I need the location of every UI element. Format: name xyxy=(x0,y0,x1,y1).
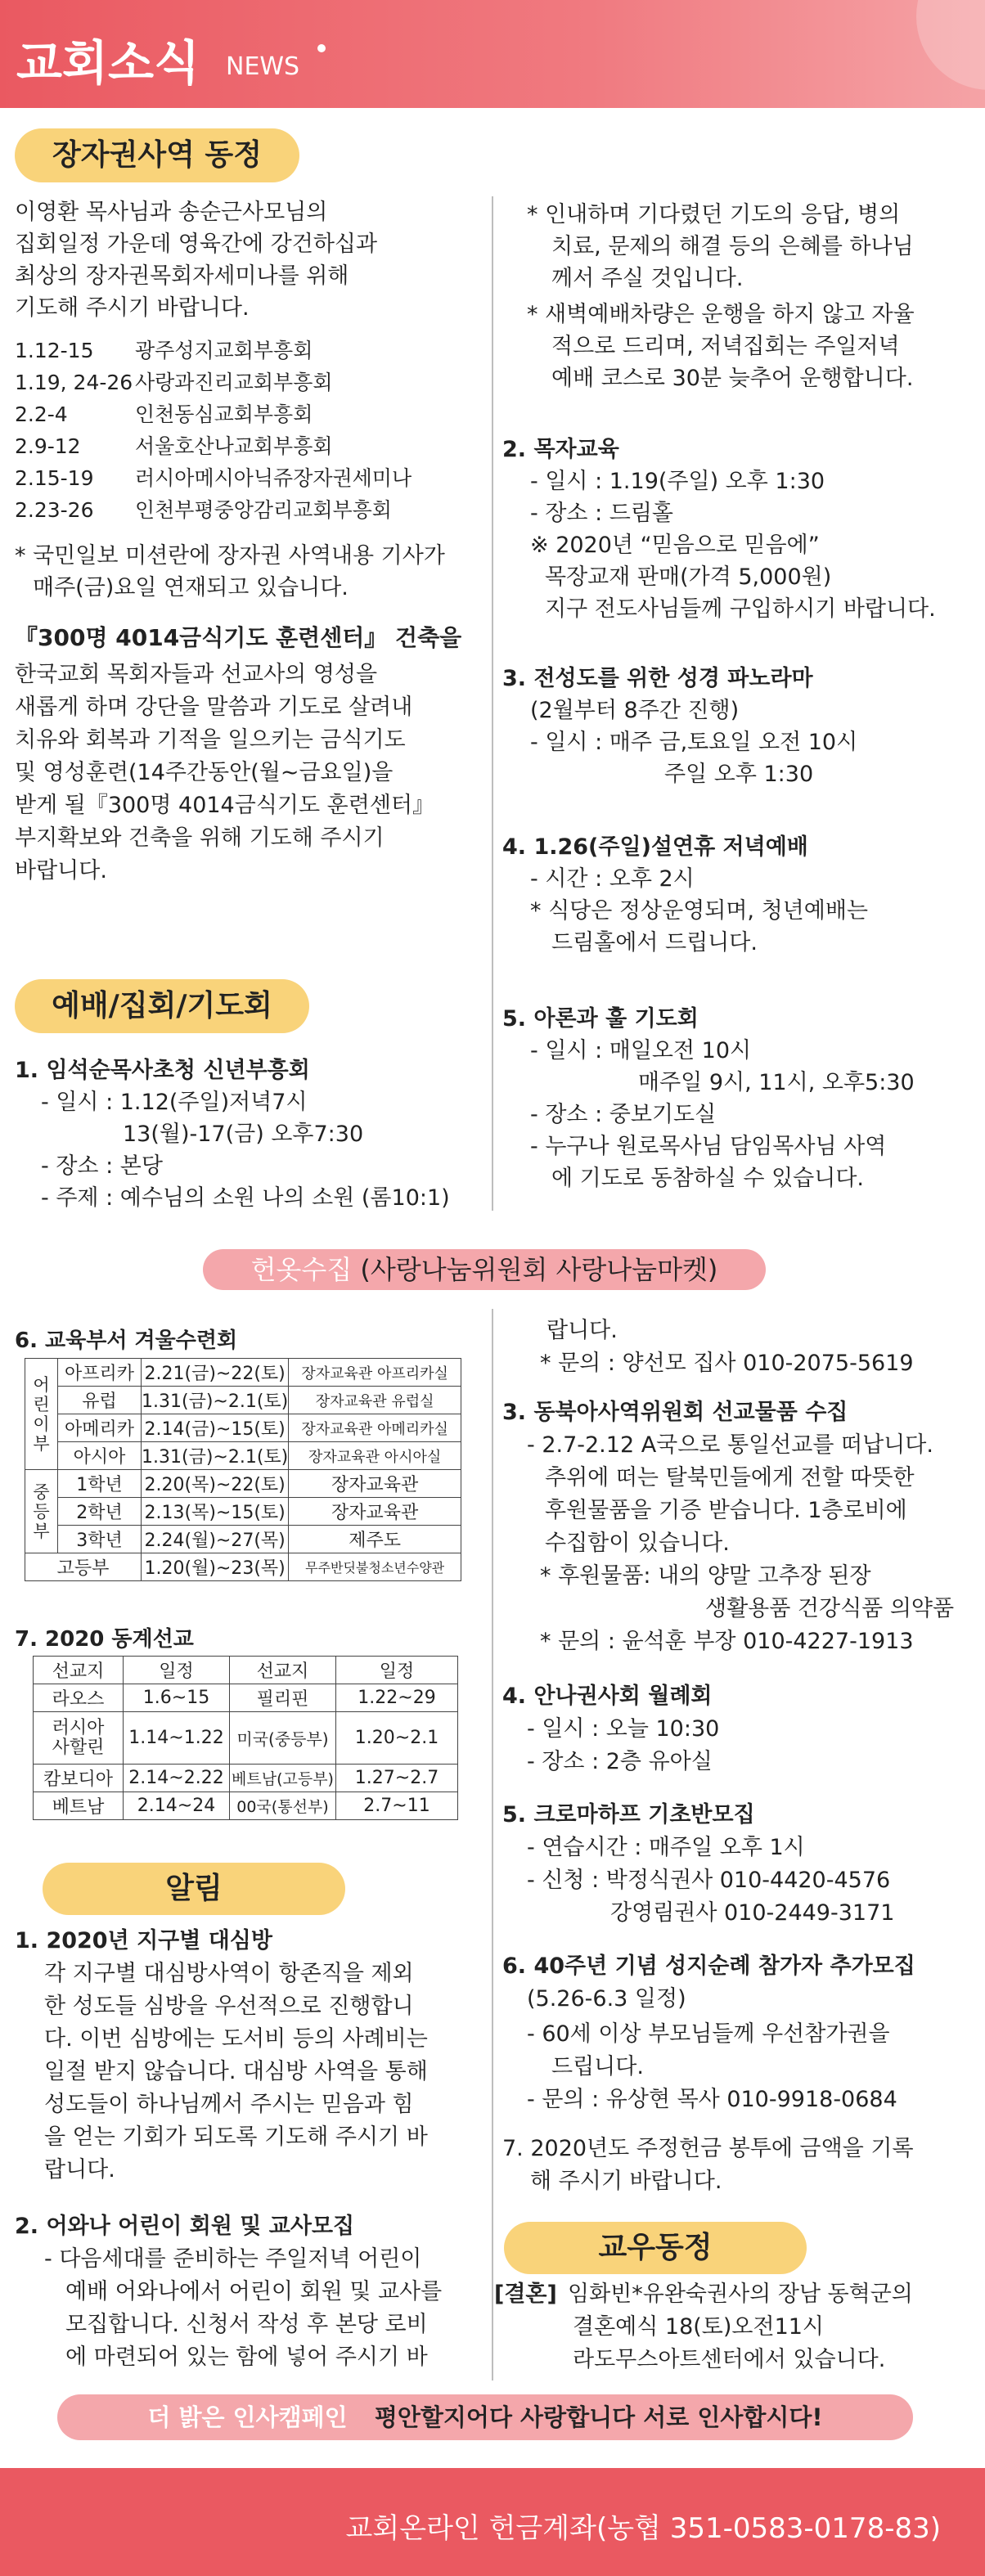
wedding-line: 라도무스아트센터에서 있습니다. xyxy=(573,2347,886,2372)
right7-line: 7. 2020년도 주정헌금 봉투에 금액을 기록 xyxy=(502,2136,914,2161)
note-line: 매주(금)요일 연재되고 있습니다. xyxy=(33,575,349,600)
right-note-line: * 새벽예배차량은 운행을 하지 않고 자율 xyxy=(527,302,915,327)
right-note-line: 예배 코스로 30분 늦추어 운행합니다. xyxy=(551,366,914,391)
edu-cell: 3학년 xyxy=(58,1526,142,1553)
item2-line: - 일시 : 1.19(주일) 오후 1:30 xyxy=(530,469,825,494)
schedule-place: 광주성지교회부흥회 xyxy=(135,339,313,362)
mission-cell: 필리핀 xyxy=(230,1684,336,1712)
right6-line: 드립니다. xyxy=(551,2054,644,2079)
section-pill-jangja: 장자권사역 동정 xyxy=(15,128,299,182)
edu-title: 6. 교육부서 겨울수련회 xyxy=(15,1328,238,1353)
mission-cell: 1.20~2.1 xyxy=(336,1712,458,1765)
item3-line: - 일시 : 매주 금,토요일 오전 10시 xyxy=(530,730,858,755)
edu-cell: 장자교육관 아프리카실 xyxy=(289,1359,461,1387)
edu-cell: 장자교육관 xyxy=(289,1498,461,1526)
item5-line: 에 기도로 동참하실 수 있습니다. xyxy=(551,1166,864,1191)
mission-cell: 베트남(고등부) xyxy=(230,1765,336,1792)
center-line: 한국교회 목회자들과 선교사의 영성을 xyxy=(15,662,378,687)
right2-line: * 문의 : 양선모 집사 010-2075-5619 xyxy=(540,1351,914,1376)
mission-title: 7. 2020 동계선교 xyxy=(15,1627,194,1652)
edu-cell: 무주반딧불청소년수양관 xyxy=(289,1553,461,1581)
mission-cell: 1.22~29 xyxy=(336,1684,458,1712)
edu-cell: 고등부 xyxy=(25,1553,142,1581)
center-title: 『300명 4014금식기도 훈련센터』 건축을 xyxy=(15,624,462,651)
notice1-line: 한 성도들 심방을 우선적으로 진행합니 xyxy=(44,1994,414,2019)
header-dot xyxy=(317,44,326,52)
column-divider xyxy=(492,196,493,1211)
revival-line: - 장소 : 본당 xyxy=(41,1153,163,1179)
right3-title: 3. 동북아사역위원회 선교물품 수집 xyxy=(502,1400,848,1425)
center-line: 부지확보와 건축을 위해 기도해 주시기 xyxy=(15,825,385,851)
mission-head: 선교지 xyxy=(34,1657,124,1684)
schedule-date: 1.12-15 xyxy=(15,339,94,362)
section-pill-friend: 교우동정 xyxy=(504,2222,807,2274)
mission-table xyxy=(33,1656,458,1820)
edu-cell: 아시아 xyxy=(58,1442,142,1470)
edu-cell: 2.20(목)~22(토) xyxy=(142,1470,289,1498)
item2-line: - 장소 : 드림홀 xyxy=(530,501,673,526)
item2-line: 목장교재 판매(가격 5,000원) xyxy=(545,564,832,590)
mission-cell: 라오스 xyxy=(34,1684,124,1712)
mission-cell: 캄보디아 xyxy=(34,1765,124,1792)
mission-cell: 베트남 xyxy=(34,1792,124,1820)
item5-line: 매주일 9시, 11시, 오후5:30 xyxy=(638,1070,915,1095)
right6-line: - 문의 : 유상현 목사 010-9918-0684 xyxy=(527,2087,897,2112)
notice2-line: 예배 어와나에서 어린이 회원 및 교사를 xyxy=(65,2279,443,2304)
clothes-band-highlight: 헌옷수집 xyxy=(250,1254,353,1285)
center-line: 치유와 회복과 기적을 일으키는 금식기도 xyxy=(15,727,406,753)
right3-line: 수집함이 있습니다. xyxy=(545,1531,730,1556)
right6-line: - 60세 이상 부모님들께 우선참가권을 xyxy=(527,2021,890,2047)
mission-cell: 러시아 사할린 xyxy=(34,1712,124,1765)
wedding-line: 결혼예식 18(토)오전11시 xyxy=(573,2314,825,2340)
mission-cell: 2.14~2.22 xyxy=(124,1765,230,1792)
wedding-tag: [결혼] xyxy=(494,2282,557,2307)
edu-cell: 2학년 xyxy=(58,1498,142,1526)
mission-cell: 1.14~1.22 xyxy=(124,1712,230,1765)
intro-line: 이영환 목사님과 송순근사모님의 xyxy=(15,200,328,225)
schedule-place: 사랑과진리교회부흥회 xyxy=(135,371,333,394)
schedule-date: 2.9-12 xyxy=(15,434,81,458)
clothes-band xyxy=(203,1249,766,1290)
right3-line: * 문의 : 윤석훈 부장 010-4227-1913 xyxy=(540,1629,914,1654)
group-children: 어린이부 xyxy=(25,1359,58,1470)
edu-cell: 장자교육관 xyxy=(289,1470,461,1498)
greeting-band-highlight: 더 밝은 인사캠페인 xyxy=(147,2403,348,2431)
notice2-line: 에 마련되어 있는 함에 넣어 주시기 바 xyxy=(65,2344,428,2370)
mission-cell: 00국(통선부) xyxy=(230,1792,336,1820)
header-decor-circle xyxy=(916,0,985,90)
item5-line: - 일시 : 매일오전 10시 xyxy=(530,1038,752,1063)
item5-line: - 장소 : 중보기도실 xyxy=(530,1102,717,1127)
schedule-place: 서울호산나교회부흥회 xyxy=(135,434,333,458)
item5-line: - 누구나 원로목사님 담임목사님 사역 xyxy=(530,1134,887,1159)
center-line: 받게 될『300명 4014금식기도 훈련센터』 xyxy=(15,793,434,818)
notice2-line: 모집합니다. 신청서 작성 후 본당 로비 xyxy=(65,2312,428,2337)
right7-line: 해 주시기 바랍니다. xyxy=(530,2169,722,2194)
right5-title: 5. 크로마하프 기초반모집 xyxy=(502,1802,755,1827)
item2-line: ※ 2020년 “믿음으로 믿음에” xyxy=(530,533,820,558)
right-note-line: * 인내하며 기다렸던 기도의 응답, 병의 xyxy=(527,202,901,227)
schedule-date: 2.2-4 xyxy=(15,402,68,426)
item3-line: 주일 오후 1:30 xyxy=(664,762,814,787)
right2-line: 랍니다. xyxy=(546,1318,618,1343)
right-note-line: 적으로 드리며, 저녁집회는 주일저녁 xyxy=(551,334,900,359)
right3-line: * 후원물품: 내의 양말 고추장 된장 xyxy=(540,1563,871,1589)
center-line: 및 영성훈련(14주간동안(월~금요일)을 xyxy=(15,760,394,785)
edu-cell: 아메리카 xyxy=(58,1414,142,1442)
notice1-line: 다. 이번 심방에는 도서비 등의 사례비는 xyxy=(44,2026,428,2052)
mission-head: 일정 xyxy=(124,1657,230,1684)
section-pill-worship: 예배/집회/기도회 xyxy=(15,979,309,1033)
column-divider xyxy=(492,1309,493,2380)
notice1-line: 을 얻는 기회가 되도록 기도해 주시기 바 xyxy=(44,2124,428,2150)
intro-line: 최상의 장자권목회자세미나를 위해 xyxy=(15,263,349,289)
schedule-place: 러시아메시아닉쥬장자권세미나 xyxy=(135,466,412,490)
right6-line: (5.26-6.3 일정) xyxy=(527,1986,686,2012)
right3-line: 후원물품을 기증 받습니다. 1층로비에 xyxy=(545,1498,907,1523)
right5-line: 강영림권사 010-2449-3171 xyxy=(610,1900,895,1926)
mission-head: 일정 xyxy=(336,1657,458,1684)
notice1-line: 일절 받지 않습니다. 대심방 사역을 통해 xyxy=(44,2059,428,2084)
edu-cell: 2.13(목)~15(토) xyxy=(142,1498,289,1526)
item2-line: 지구 전도사님들께 구입하시기 바랍니다. xyxy=(545,596,936,622)
right-note-line: 께서 주실 것입니다. xyxy=(551,266,744,291)
right5-line: - 연습시간 : 매주일 오후 1시 xyxy=(527,1835,805,1860)
item4-line: - 시간 : 오후 2시 xyxy=(530,866,695,892)
schedule-date: 1.19, 24-26 xyxy=(15,371,133,394)
header xyxy=(0,0,985,108)
notice1-line: 각 지구별 대심방사역이 항존직을 제외 xyxy=(44,1961,414,1986)
edu-cell: 1.31(금)~2.1(토) xyxy=(142,1387,289,1414)
intro-line: 기도해 주시기 바랍니다. xyxy=(15,295,250,321)
revival-title: 1. 임석순목사초청 신년부흥회 xyxy=(15,1058,310,1083)
edu-table xyxy=(25,1358,461,1581)
edu-cell: 장자교육관 유럽실 xyxy=(289,1387,461,1414)
right-note-line: 치료, 문제의 해결 등의 은혜를 하나님 xyxy=(551,234,914,259)
schedule-place: 인천부평중앙감리교회부흥회 xyxy=(135,498,392,522)
notice1-line: 성도들이 하나님께서 주시는 믿음과 힘 xyxy=(44,2092,414,2117)
edu-cell: 제주도 xyxy=(289,1526,461,1553)
notice1-line: 랍니다. xyxy=(44,2157,115,2183)
page-subtitle: NEWS xyxy=(226,52,300,81)
edu-cell: 2.14(금)~15(토) xyxy=(142,1414,289,1442)
revival-line: 13(월)-17(금) 오후7:30 xyxy=(123,1122,364,1147)
right5-line: - 신청 : 박정식권사 010-4420-4576 xyxy=(527,1868,891,1893)
group-middle: 중등부 xyxy=(25,1470,58,1553)
clothes-band-text: (사랑나눔위원회 사랑나눔마켓) xyxy=(360,1254,718,1285)
revival-line: - 주제 : 예수님의 소원 나의 소원 (롬10:1) xyxy=(41,1185,450,1211)
mission-cell: 2.7~11 xyxy=(336,1792,458,1820)
mission-cell: 미국(중등부) xyxy=(230,1712,336,1765)
section-pill-notice: 알림 xyxy=(43,1863,345,1915)
notice2-title: 2. 어와나 어린이 회원 및 교사모집 xyxy=(15,2214,355,2239)
mission-head: 선교지 xyxy=(230,1657,336,1684)
greeting-band-text: 평안할지어다 사랑합니다 서로 인사합시다! xyxy=(374,2403,823,2431)
note-line: * 국민일보 미션란에 장자권 사역내용 기사가 xyxy=(15,543,445,569)
footer xyxy=(0,2468,985,2576)
item4-line: 드림홀에서 드립니다. xyxy=(551,930,758,955)
edu-cell: 장자교육관 아메리카실 xyxy=(289,1414,461,1442)
right4-line: - 장소 : 2층 유아실 xyxy=(527,1749,713,1774)
notice2-line: - 다음세대를 준비하는 주일저녁 어린이 xyxy=(44,2246,422,2272)
right3-line: 추위에 떠는 탈북민들에게 전할 따뜻한 xyxy=(545,1465,915,1490)
edu-cell: 1학년 xyxy=(58,1470,142,1498)
mission-cell: 2.14~24 xyxy=(124,1792,230,1820)
revival-line: - 일시 : 1.12(주일)저녁7시 xyxy=(41,1090,308,1115)
right6-title: 6. 40주년 기념 성지순례 참가자 추가모집 xyxy=(502,1953,915,1979)
center-line: 새롭게 하며 강단을 말씀과 기도로 살려내 xyxy=(15,695,413,720)
edu-cell: 1.31(금)~2.1(토) xyxy=(142,1442,289,1470)
schedule-date: 2.23-26 xyxy=(15,498,94,522)
mission-cell: 1.27~2.7 xyxy=(336,1765,458,1792)
item5-title: 5. 아론과 훌 기도회 xyxy=(502,1006,699,1032)
page-title: 교회소식 xyxy=(16,35,200,91)
item4-line: * 식당은 정상운영되며, 청년예배는 xyxy=(530,898,868,924)
greeting-band xyxy=(57,2394,913,2440)
edu-cell: 2.24(월)~27(목) xyxy=(142,1526,289,1553)
mission-cell: 1.6~15 xyxy=(124,1684,230,1712)
item4-title: 4. 1.26(주일)설연휴 저녁예배 xyxy=(502,834,808,860)
right4-title: 4. 안나권사회 월례회 xyxy=(502,1684,713,1709)
edu-cell: 1.20(월)~23(목) xyxy=(142,1553,289,1581)
item3-line: (2월부터 8주간 진행) xyxy=(530,698,740,723)
right3-line: - 2.7-2.12 A국으로 통일선교를 떠납니다. xyxy=(527,1432,933,1458)
item2-title: 2. 목자교육 xyxy=(502,437,619,462)
schedule-place: 인천동심교회부흥회 xyxy=(135,402,313,426)
wedding-line: 임화빈*유완숙권사의 장남 동혁군의 xyxy=(568,2282,913,2307)
offering-account: 교회온라인 헌금계좌(농협 351-0583-0178-83) xyxy=(345,2512,941,2545)
item3-title: 3. 전성도를 위한 성경 파노라마 xyxy=(502,666,813,691)
notice1-title: 1. 2020년 지구별 대심방 xyxy=(15,1928,272,1953)
intro-line: 집회일정 가운데 영육간에 강건하십과 xyxy=(15,232,378,257)
right4-line: - 일시 : 오늘 10:30 xyxy=(527,1716,720,1742)
edu-cell: 2.21(금)~22(토) xyxy=(142,1359,289,1387)
schedule-date: 2.15-19 xyxy=(15,466,94,490)
edu-cell: 유럽 xyxy=(58,1387,142,1414)
edu-cell: 장자교육관 아시아실 xyxy=(289,1442,461,1470)
right3-line: 생활용품 건강식품 의약품 xyxy=(705,1596,955,1621)
edu-cell: 아프리카 xyxy=(58,1359,142,1387)
center-line: 바랍니다. xyxy=(15,858,107,883)
